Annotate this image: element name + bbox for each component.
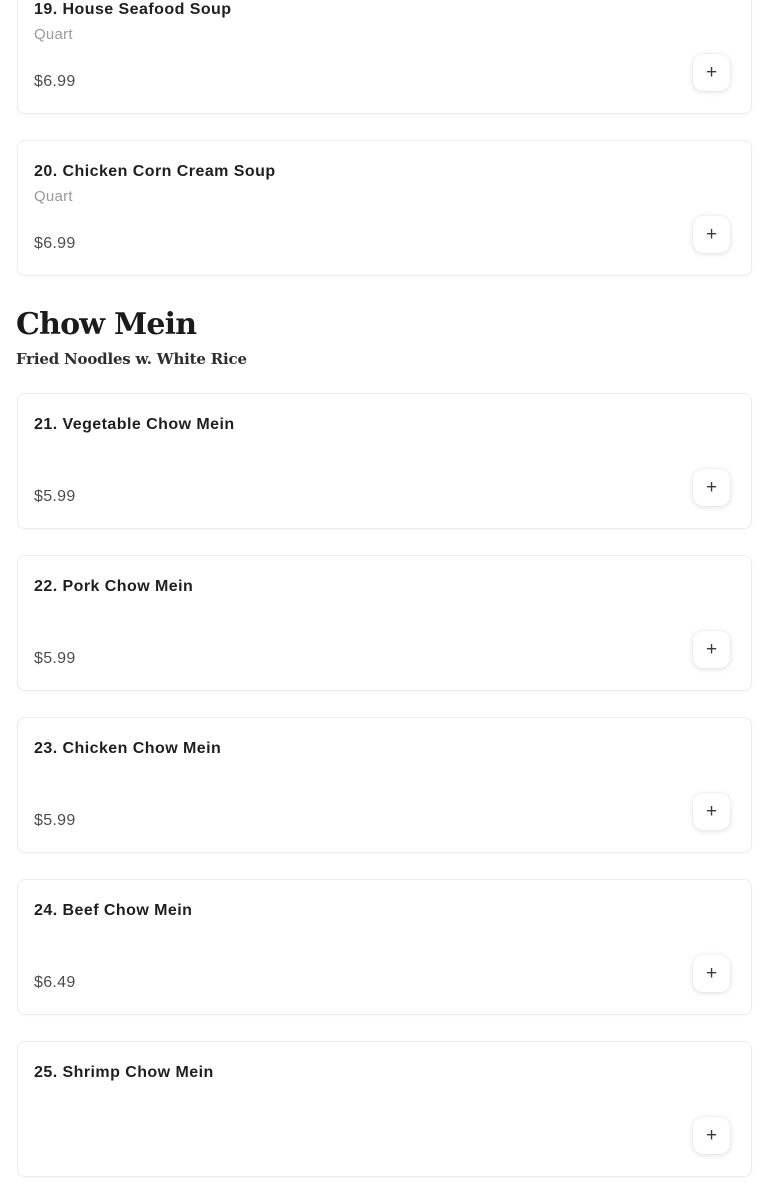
menu-item-title: 21. Vegetable Chow Mein [34, 416, 235, 433]
menu-item-title: 24. Beef Chow Mein [34, 902, 193, 919]
menu-item-description [34, 1089, 735, 1106]
section-header [16, 308, 752, 367]
menu-item-description [34, 927, 735, 944]
add-to-cart-button[interactable] [693, 54, 730, 91]
menu-item-price: $6.99 [34, 73, 76, 90]
menu-item-title: 25. Shrimp Chow Mein [34, 1064, 214, 1081]
add-to-cart-button[interactable] [693, 955, 730, 992]
add-to-cart-button[interactable] [693, 216, 730, 253]
menu-item-card[interactable] [17, 140, 752, 276]
section-subheading: Fried Noodles w. White Rice [16, 350, 247, 368]
plus-icon: + [705, 639, 718, 660]
plus-icon: + [705, 224, 718, 245]
menu-item-title: 19. House Seafood Soup [34, 1, 232, 18]
menu-item-card[interactable] [17, 879, 752, 1015]
menu-item-description [34, 441, 735, 458]
plus-icon: + [705, 1125, 718, 1146]
menu-item-card[interactable] [17, 0, 752, 114]
menu-item-title: 22. Pork Chow Mein [34, 578, 194, 595]
plus-icon: + [705, 963, 718, 984]
menu-item-title: 23. Chicken Chow Mein [34, 740, 222, 757]
menu-item-price: $5.99 [34, 488, 76, 505]
add-to-cart-button[interactable] [693, 793, 730, 830]
menu-item-price: $6.99 [34, 235, 76, 252]
menu-item-description [34, 603, 735, 620]
menu-item-price: $6.49 [34, 974, 76, 991]
menu-item-description: Quart [34, 188, 73, 205]
menu-item-description [34, 765, 735, 782]
menu-item-title: 20. Chicken Corn Cream Soup [34, 163, 276, 180]
plus-icon: + [705, 801, 718, 822]
section-heading: Chow Mein [16, 307, 197, 342]
menu-item-description: Quart [34, 26, 73, 43]
menu-item-card[interactable] [17, 393, 752, 529]
plus-icon: + [705, 62, 718, 83]
plus-icon: + [705, 477, 718, 498]
add-to-cart-button[interactable] [693, 469, 730, 506]
add-to-cart-button[interactable] [693, 631, 730, 668]
menu-item-card[interactable] [17, 555, 752, 691]
menu-item-price: $5.99 [34, 650, 76, 667]
menu-item-card[interactable] [17, 1041, 752, 1177]
add-to-cart-button[interactable] [693, 1117, 730, 1154]
menu-item-card[interactable] [17, 717, 752, 853]
menu-item-price: $5.99 [34, 812, 76, 829]
